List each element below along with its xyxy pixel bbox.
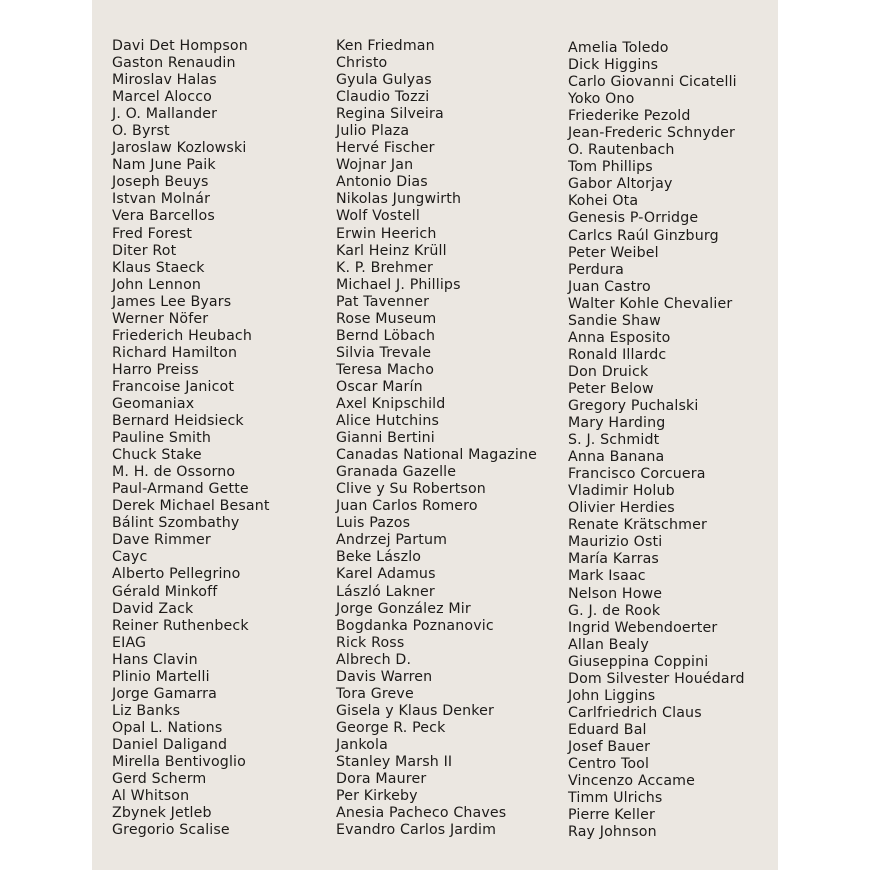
name-entry: María Karras	[568, 551, 659, 568]
name-entry: Rose Museum	[336, 310, 437, 327]
name-entry: Paul-Armand Gette	[112, 481, 249, 498]
name-entry: J. O. Mallander	[112, 106, 218, 123]
name-entry: John Liggins	[568, 687, 656, 704]
name-entry: Werner Nöfer	[112, 310, 209, 327]
name-entry: Marcel Alocco	[112, 89, 212, 106]
name-entry: Anna Banana	[568, 449, 665, 466]
name-entry: Andrzej Partum	[336, 532, 448, 549]
name-entry: Vincenzo Accame	[568, 773, 696, 790]
name-entry: Canadas National Magazine	[336, 447, 538, 464]
name-entry: Jaroslaw Kozlowski	[112, 140, 247, 157]
name-entry: Bogdanka Poznanovic	[336, 617, 494, 634]
name-entry: Timm Ulrichs	[568, 790, 663, 807]
name-entry: Bálint Szombathy	[112, 515, 240, 532]
name-entry: Friederike Pezold	[568, 108, 691, 125]
name-entry: Dick Higgins	[568, 57, 659, 74]
name-entry: Francoise Janicot	[112, 378, 235, 395]
name-entry: Juan Carlos Romero	[336, 498, 478, 515]
name-entry: Josef Bauer	[568, 738, 651, 755]
name-entry: Centro Tool	[568, 755, 650, 772]
name-entry: Klaus Staeck	[112, 259, 205, 276]
name-entry: Jean-Frederic Schnyder	[568, 125, 735, 142]
name-entry: Beke Lászlo	[336, 549, 422, 566]
name-entry: Derek Michael Besant	[112, 498, 270, 515]
name-entry: Davi Det Hompson	[112, 38, 248, 54]
name-entry: Tom Phillips	[568, 159, 653, 176]
name-entry: Daniel Daligand	[112, 736, 228, 753]
name-entry: Fred Forest	[112, 225, 193, 242]
name-entry: Teresa Macho	[336, 361, 435, 378]
name-entry: Mark Isaac	[568, 568, 646, 585]
name-entry: Ingrid Webendoerter	[568, 619, 718, 636]
name-entry: Diter Rot	[112, 242, 177, 259]
name-entry: Nelson Howe	[568, 585, 663, 602]
name-entry: O. Rautenbach	[568, 142, 675, 159]
name-entry: Pierre Keller	[568, 807, 655, 824]
name-entry: Michael J. Phillips	[336, 276, 461, 293]
names-column-2	[336, 38, 537, 839]
name-entry: David Zack	[112, 600, 194, 617]
name-entry: Gyula Gulyas	[336, 72, 432, 89]
name-entry: Per Kirkeby	[336, 788, 418, 805]
name-entry: Carlcs Raúl Ginzburg	[568, 227, 719, 244]
name-entry: Ronald Illardc	[568, 346, 667, 363]
name-entry: Gisela y Klaus Denker	[336, 702, 495, 719]
name-entry: Kohei Ota	[568, 193, 639, 210]
name-entry: Eduard Bal	[568, 721, 647, 738]
name-entry: Friederich Heubach	[112, 327, 253, 344]
name-entry: Miroslav Halas	[112, 72, 217, 89]
name-entry: Amelia Toledo	[568, 40, 669, 56]
name-entry: Mirella Bentivoglio	[112, 753, 246, 770]
name-entry: Nikolas Jungwirth	[336, 191, 462, 208]
name-entry: Gabor Altorjay	[568, 176, 673, 193]
name-entry: Genesis P-Orridge	[568, 210, 699, 227]
name-entry: Peter Weibel	[568, 244, 659, 261]
name-entry: Gregorio Scalise	[112, 822, 230, 839]
name-entry: G. J. de Rook	[568, 602, 661, 619]
name-entry: James Lee Byars	[112, 293, 232, 310]
name-entry: Mary Harding	[568, 415, 666, 432]
name-entry: Maurizio Osti	[568, 534, 663, 551]
name-entry: M. H. de Ossorno	[112, 464, 236, 481]
name-entry: Albrech D.	[336, 651, 412, 668]
name-entry: Christo	[336, 55, 388, 72]
name-entry: Renate Krätschmer	[568, 517, 707, 534]
name-entry: Zbynek Jetleb	[112, 805, 212, 822]
name-entry: Jorge González Mir	[336, 600, 471, 617]
name-entry: Dora Maurer	[336, 771, 427, 788]
name-entry: O. Byrst	[112, 123, 170, 140]
name-entry: Karel Adamus	[336, 566, 436, 583]
name-entry: Jankola	[336, 736, 388, 753]
name-entry: Richard Hamilton	[112, 344, 238, 361]
name-entry: Anesia Pacheco Chaves	[336, 805, 507, 822]
name-entry: László Lakner	[336, 583, 435, 600]
name-entry: Wolf Vostell	[336, 208, 420, 225]
name-entry: Bernd Löbach	[336, 327, 436, 344]
name-entry: Pauline Smith	[112, 430, 211, 447]
name-entry: Hervé Fischer	[336, 140, 435, 157]
names-column-1	[112, 38, 270, 839]
name-entry: Ray Johnson	[568, 824, 657, 841]
names-column-3	[568, 40, 745, 841]
name-entry: Vladimir Holub	[568, 483, 675, 500]
name-entry: Hans Clavin	[112, 651, 198, 668]
name-entry: Stanley Marsh II	[336, 753, 453, 770]
name-entry: Yoko Ono	[568, 91, 635, 108]
name-entry: Ken Friedman	[336, 38, 435, 54]
name-entry: Gerd Scherm	[112, 771, 207, 788]
printed-page	[92, 0, 778, 870]
name-entry: Gianni Bertini	[336, 430, 435, 447]
name-entry: Julio Plaza	[336, 123, 410, 140]
name-entry: Wojnar Jan	[336, 157, 414, 174]
name-entry: Geomaniax	[112, 395, 195, 412]
name-entry: Gregory Puchalski	[568, 397, 699, 414]
name-entry: Perdura	[568, 261, 624, 278]
name-entry: Evandro Carlos Jardim	[336, 822, 497, 839]
name-entry: Alberto Pellegrino	[112, 566, 241, 583]
name-entry: Alice Hutchins	[336, 413, 440, 430]
name-entry: Gaston Renaudin	[112, 55, 236, 72]
name-entry: Istvan Molnár	[112, 191, 211, 208]
name-entry: George R. Peck	[336, 719, 446, 736]
name-entry: Dave Rimmer	[112, 532, 211, 549]
name-entry: Davis Warren	[336, 668, 433, 685]
name-entry: Peter Below	[568, 380, 654, 397]
name-entry: Dom Silvester Houédard	[568, 670, 745, 687]
name-entry: Granada Gazelle	[336, 464, 457, 481]
name-entry: EIAG	[112, 634, 147, 651]
name-entry: John Lennon	[112, 276, 202, 293]
name-entry: Erwin Heerich	[336, 225, 437, 242]
name-entry: K. P. Brehmer	[336, 259, 433, 276]
name-entry: Luis Pazos	[336, 515, 411, 532]
name-entry: Karl Heinz Krüll	[336, 242, 447, 259]
name-entry: Al Whitson	[112, 788, 190, 805]
name-entry: Oscar Marín	[336, 378, 423, 395]
name-entry: Olivier Herdies	[568, 500, 675, 517]
name-entry: Cayc	[112, 549, 148, 566]
name-entry: Carlfriedrich Claus	[568, 704, 702, 721]
name-entry: Vera Barcellos	[112, 208, 215, 225]
name-entry: S. J. Schmidt	[568, 432, 660, 449]
name-entry: Liz Banks	[112, 702, 181, 719]
name-entry: Joseph Beuys	[112, 174, 209, 191]
name-entry: Anna Esposito	[568, 329, 671, 346]
name-entry: Silvia Trevale	[336, 344, 432, 361]
name-entry: Regina Silveira	[336, 106, 444, 123]
name-entry: Plinio Martelli	[112, 668, 210, 685]
name-entry: Jorge Gamarra	[112, 685, 217, 702]
name-entry: Gérald Minkoff	[112, 583, 218, 600]
name-entry: Claudio Tozzi	[336, 89, 430, 106]
name-entry: Axel Knipschild	[336, 395, 446, 412]
name-entry: Rick Ross	[336, 634, 405, 651]
name-entry: Giuseppina Coppini	[568, 653, 709, 670]
name-entry: Francisco Corcuera	[568, 466, 706, 483]
name-entry: Tora Greve	[336, 685, 414, 702]
name-entry: Sandie Shaw	[568, 312, 661, 329]
name-entry: Walter Kohle Chevalier	[568, 295, 733, 312]
name-entry: Pat Tavenner	[336, 293, 430, 310]
name-entry: Bernard Heidsieck	[112, 413, 244, 430]
name-entry: Don Druick	[568, 363, 649, 380]
name-entry: Juan Castro	[568, 278, 651, 295]
name-entry: Chuck Stake	[112, 447, 202, 464]
name-entry: Carlo Giovanni Cicatelli	[568, 74, 737, 91]
name-entry: Allan Bealy	[568, 636, 649, 653]
name-entry: Reiner Ruthenbeck	[112, 617, 249, 634]
name-entry: Opal L. Nations	[112, 719, 223, 736]
name-entry: Harro Preiss	[112, 361, 199, 378]
name-entry: Nam June Paik	[112, 157, 216, 174]
name-entry: Antonio Dias	[336, 174, 428, 191]
name-entry: Clive y Su Robertson	[336, 481, 486, 498]
